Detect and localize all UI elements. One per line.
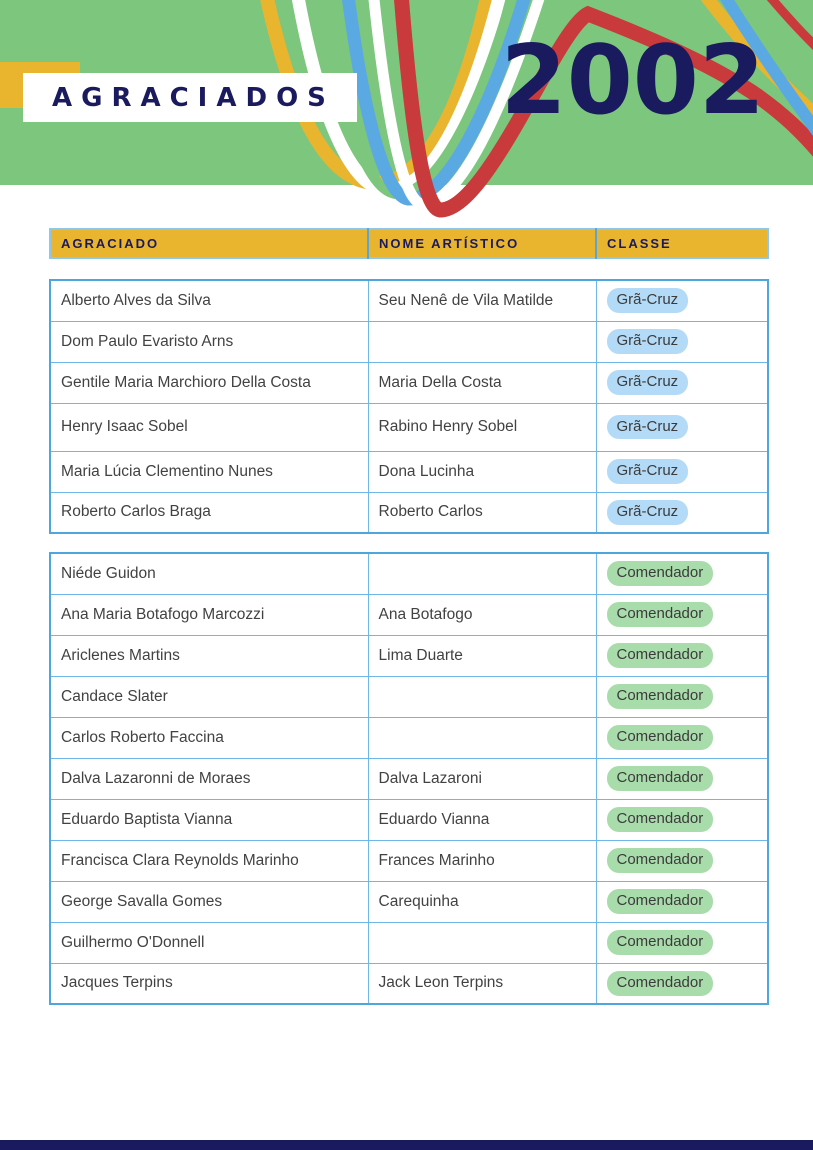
classe-cell xyxy=(596,403,768,451)
table-row xyxy=(50,553,768,594)
classe-cell xyxy=(596,840,768,881)
agraciado-cell: Jacques Terpins xyxy=(50,963,368,1004)
agraciado-cell: Dom Paulo Evaristo Arns xyxy=(50,321,368,362)
agraciado-cell: Carlos Roberto Faccina xyxy=(50,717,368,758)
classe-cell xyxy=(596,922,768,963)
agraciado-cell: Francisca Clara Reynolds Marinho xyxy=(50,840,368,881)
table-row xyxy=(50,676,768,717)
classe-badge: Comendador xyxy=(607,766,714,791)
nome-artistico-cell: Carequinha xyxy=(368,881,596,922)
classe-badge: Grã-Cruz xyxy=(607,500,689,525)
classe-badge: Comendador xyxy=(607,602,714,627)
nome-artistico-cell xyxy=(368,321,596,362)
classe-cell xyxy=(596,799,768,840)
awardees-table-area xyxy=(49,228,767,1005)
table-row xyxy=(50,492,768,533)
table-row xyxy=(50,963,768,1004)
agraciado-cell: Dalva Lazaronni de Moraes xyxy=(50,758,368,799)
nome-artistico-cell xyxy=(368,717,596,758)
table-row xyxy=(50,717,768,758)
classe-cell xyxy=(596,362,768,403)
classe-badge: Grã-Cruz xyxy=(607,459,689,484)
classe-cell xyxy=(596,553,768,594)
agraciado-cell: Candace Slater xyxy=(50,676,368,717)
nome-artistico-cell: Frances Marinho xyxy=(368,840,596,881)
gra-cruz-section-table xyxy=(49,279,769,534)
classe-cell xyxy=(596,321,768,362)
agraciado-cell: Eduardo Baptista Vianna xyxy=(50,799,368,840)
classe-cell xyxy=(596,492,768,533)
page-title-box xyxy=(23,73,357,122)
classe-cell xyxy=(596,635,768,676)
classe-badge: Comendador xyxy=(607,889,714,914)
nome-artistico-cell: Lima Duarte xyxy=(368,635,596,676)
table-row xyxy=(50,922,768,963)
column-header-classe: CLASSE xyxy=(596,229,768,258)
table-row xyxy=(50,280,768,321)
agraciado-cell: Niéde Guidon xyxy=(50,553,368,594)
table-row xyxy=(50,840,768,881)
nome-artistico-cell: Rabino Henry Sobel xyxy=(368,403,596,451)
table-row xyxy=(50,362,768,403)
header-row xyxy=(50,229,768,258)
table-row xyxy=(50,594,768,635)
classe-badge: Grã-Cruz xyxy=(607,329,689,354)
table-row xyxy=(50,321,768,362)
nome-artistico-cell: Dalva Lazaroni xyxy=(368,758,596,799)
agraciado-cell: Alberto Alves da Silva xyxy=(50,280,368,321)
classe-badge: Comendador xyxy=(607,684,714,709)
nome-artistico-cell: Roberto Carlos xyxy=(368,492,596,533)
classe-cell xyxy=(596,451,768,492)
agraciado-cell: Roberto Carlos Braga xyxy=(50,492,368,533)
year-heading: 2002 xyxy=(500,26,765,136)
nome-artistico-cell: Maria Della Costa xyxy=(368,362,596,403)
column-header-nome-artistico: NOME ARTÍSTICO xyxy=(368,229,596,258)
classe-badge: Comendador xyxy=(607,561,714,586)
classe-cell xyxy=(596,676,768,717)
nome-artistico-cell xyxy=(368,553,596,594)
table-row xyxy=(50,635,768,676)
classe-badge: Comendador xyxy=(607,725,714,750)
nome-artistico-cell: Jack Leon Terpins xyxy=(368,963,596,1004)
column-header-agraciado: AGRACIADO xyxy=(50,229,368,258)
agraciado-cell: Gentile Maria Marchioro Della Costa xyxy=(50,362,368,403)
footer-bar xyxy=(0,1140,813,1150)
table-column-header xyxy=(49,228,769,259)
nome-artistico-cell: Ana Botafogo xyxy=(368,594,596,635)
classe-badge: Grã-Cruz xyxy=(607,370,689,395)
classe-cell xyxy=(596,881,768,922)
table-row xyxy=(50,799,768,840)
nome-artistico-cell: Dona Lucinha xyxy=(368,451,596,492)
agraciado-cell: Ana Maria Botafogo Marcozzi xyxy=(50,594,368,635)
agraciado-cell: Ariclenes Martins xyxy=(50,635,368,676)
classe-cell xyxy=(596,758,768,799)
nome-artistico-cell xyxy=(368,922,596,963)
table-row xyxy=(50,451,768,492)
nome-artistico-cell: Eduardo Vianna xyxy=(368,799,596,840)
classe-badge: Comendador xyxy=(607,971,714,996)
classe-badge: Grã-Cruz xyxy=(607,415,689,440)
classe-badge: Comendador xyxy=(607,848,714,873)
agraciado-cell: Guilhermo O'Donnell xyxy=(50,922,368,963)
classe-cell xyxy=(596,717,768,758)
comendador-section-table xyxy=(49,552,769,1005)
nome-artistico-cell: Seu Nenê de Vila Matilde xyxy=(368,280,596,321)
classe-cell xyxy=(596,963,768,1004)
agraciado-cell: George Savalla Gomes xyxy=(50,881,368,922)
classe-badge: Comendador xyxy=(607,930,714,955)
classe-badge: Comendador xyxy=(607,807,714,832)
classe-cell xyxy=(596,280,768,321)
table-row xyxy=(50,403,768,451)
classe-badge: Comendador xyxy=(607,643,714,668)
agraciado-cell: Maria Lúcia Clementino Nunes xyxy=(50,451,368,492)
classe-cell xyxy=(596,594,768,635)
nome-artistico-cell xyxy=(368,676,596,717)
table-row xyxy=(50,758,768,799)
classe-badge: Grã-Cruz xyxy=(607,288,689,313)
agraciado-cell: Henry Isaac Sobel xyxy=(50,403,368,451)
page-title: AGRACIADOS xyxy=(52,82,335,113)
table-row xyxy=(50,881,768,922)
